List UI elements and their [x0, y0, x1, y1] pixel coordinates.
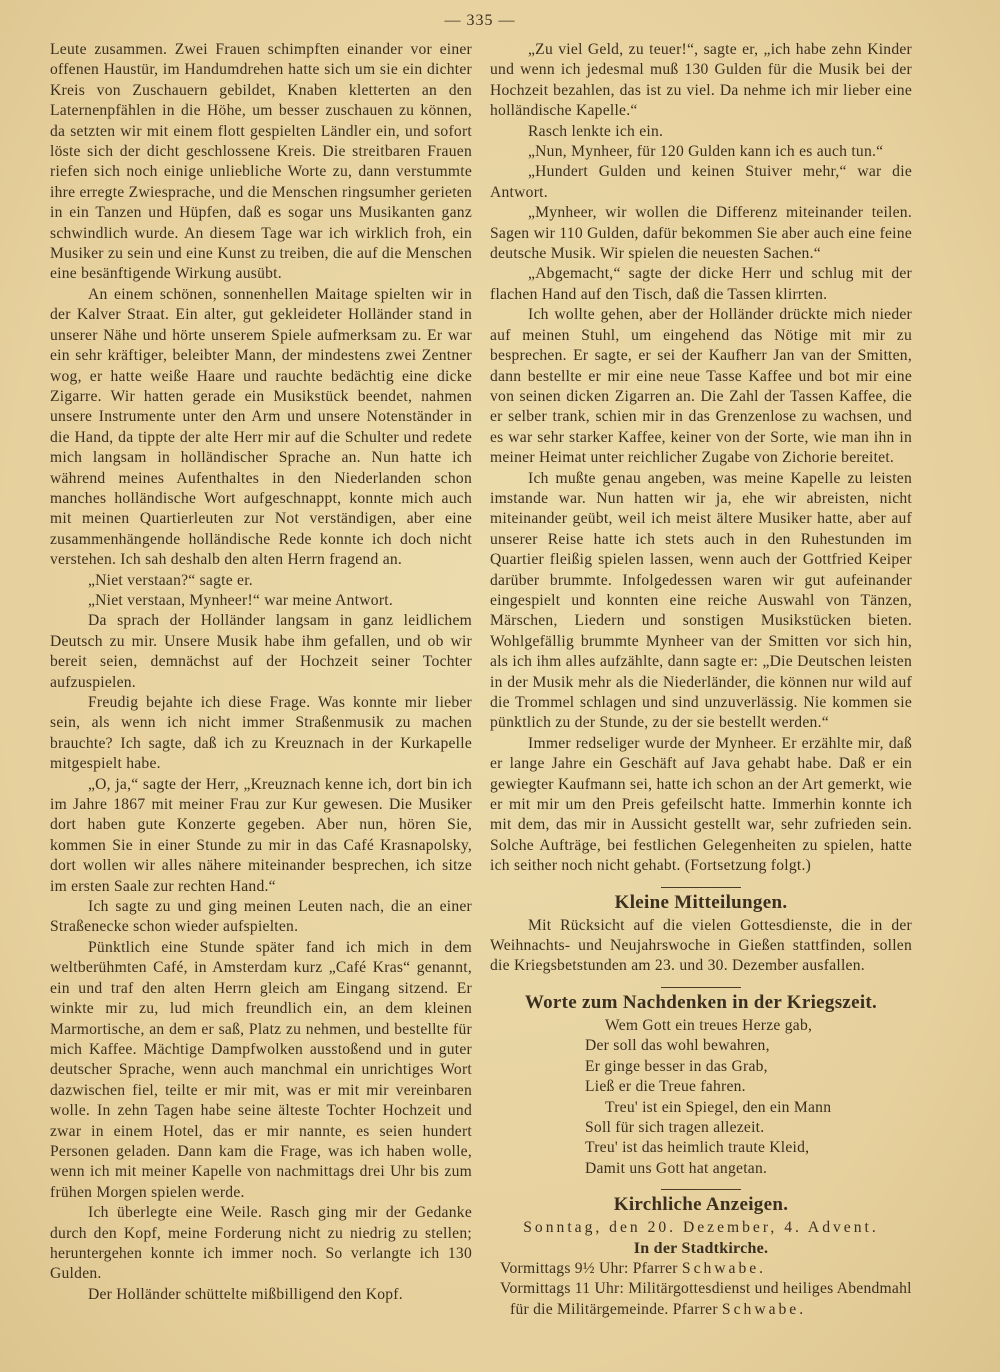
paragraph: Pünktlich eine Stunde später fand ich mich in dem weltberühmten Café, in Amsterdam kurz „Café Kras“ genannt, ein und traf den alten Herrn gleich am Eingang sitzend. Er winkte mir zu, lud mich freundlich ein, an dem kleinen Marmortische, an dem er saß, Platz zu nehmen, und bestellte für mich Kaffee. Mächtige Dampfwolken ausstoßend und in guter deutscher Sprache, wenn auch manchmal ein unrichtiges Wort dazwischen fiel, teilte er mir mit, was er mit mir vereinbaren wolle. In zehn Tagen habe seine älteste Tochter Hochzeit und zwar in einem Hotel, das er mir nannte, es seien hundert Personen geladen. Dann kam die Frage, was ich haben wolle, wenn ich mit meiner Kapelle von nachmittags drei Uhr bis zum frühen Morgen spielen werde. [50, 938, 472, 1201]
paragraph: „Abgemacht,“ sagte der dicke Herr und schlug mit der flachen Hand auf den Tisch, daß die Tassen klirrten. [490, 265, 912, 303]
right-column [490, 40, 912, 1320]
service-text: Pfarrer [632, 1259, 678, 1277]
paragraph: Freudig bejahte ich diese Frage. Was konnte mir lieber sein, als wenn ich nicht immer Straßenmusik zu machen brauchte? Ich sagte, daß ich zu Kreuznach in der Kurkapelle mitgespielt habe. [50, 694, 472, 773]
church-location: In der Stadtkirche. [633, 1239, 769, 1257]
section-heading-church: Kirchliche Anzeigen. [613, 1194, 789, 1216]
paragraph: „Hundert Gulden und keinen Stuiver mehr,“ war die Antwort. [490, 163, 912, 201]
divider [661, 987, 741, 988]
paragraph: Rasch lenkte ich ein. [528, 122, 664, 140]
paragraph: Ich sagte zu und ging meinen Leuten nach, die an einer Straßenecke schon wieder aufspielten. [50, 898, 472, 936]
paragraph: An einem schönen, sonnenhellen Maitage spielten wir in der Kalver Straat. Ein alter, gut gekleideter Holländer stand in unserer Nähe und hörte unserem Spiele aufmerksam zu. Er war ein sehr kräftiger, beleibter Mann, der mindestens zwei Zentner wog, er hatte weiße Haare und rauchte bedächtig eine dicke Zigarre. Wir hatten gerade ein Musikstück beendet, nahmen unsere Instrumente unter den Arm und unsere Notenständer in die Hand, da tippte der alte Herr mir auf die Schulter und redete mich langsam in holländischer Sprache an. Nun hatte ich während meines Aufenthaltes in den Niederlanden schon manches holländische Wort aufgeschnappt, konnte mich auch mit meinen Quartierleuten zur Not verständigen, aber eine zusammenhängende holländische Rede konnte ich doch nicht verstehen. Ich sah deshalb den alten Herrn fragend an. [50, 285, 472, 569]
paragraph: „O, ja,“ sagte der Herr, „Kreuznach kenne ich, dort bin ich im Jahre 1867 mit meiner Frau zur Kur gewesen. Die Musiker dort haben gute Konzerte gegeben. Aber nun, hören Sie, kommen Sie in einer Stunde zu mir in das Café Krasnapolsky, dort wollen wir alles nähere miteinander besprechen, ich sitze im ersten Saale zur rechten Hand.“ [50, 775, 472, 895]
paragraph: Der Holländer schüttelte mißbilligend den Kopf. [88, 1285, 403, 1303]
paragraph: „Nun, Mynheer, für 120 Gulden kann ich es auch tun.“ [528, 143, 884, 161]
paragraph: Da sprach der Holländer langsam in ganz leidlichem Deutsch zu mir. Unsere Musik habe ihm gefallen, und ob wir bereit seien, demnächst auf der Hochzeit seiner Tochter aufzuspielen. [50, 612, 472, 691]
service-entry [490, 1259, 912, 1279]
poem-line: Treu' ist das heimlich traute Kleid, [585, 1139, 810, 1157]
divider [661, 887, 741, 888]
page-number: — 335 — [444, 12, 516, 29]
poem-line: Treu' ist ein Spiegel, den ein Mann [605, 1098, 832, 1116]
left-column [50, 40, 472, 1305]
paragraph: Leute zusammen. Zwei Frauen schimpften einander vor einer offenen Haustür, im Handumdrehen hatte sich um sie ein dichter Kreis von Zuschauern gebildet, Knaben kletterten an den Laternenpfählen in die Höhe, um besser zuschauen zu können, da setzten wir mit einem flott gespielten Ländler ein, und sofort löste sich der dicht geschlossene Kreis. Die streitbaren Frauen riefen sich noch einige unliebliche Worte zu, dann verstummte ihre erregte Zwiesprache, und die Menschen ringsumher gerieten in ein Tanzen und Hüpfen, daß es sogar uns Musikanten ganz schwindlich wurde. An diesem Tage war ich wirklich froh, ein Musiker zu sein und eine Kunst zu treiben, die auf die Menschen eine besänftigende Wirkung ausübt. [50, 41, 472, 283]
section-heading-mitteilungen: Kleine Mitteilungen. [614, 891, 788, 913]
poem-line: Damit uns Gott hat angetan. [585, 1159, 768, 1177]
service-time: Vormittags 9½ Uhr: [500, 1259, 629, 1277]
service-entry [490, 1279, 912, 1320]
paragraph: Ich überlegte eine Weile. Rasch ging mir der Gedanke durch den Kopf, meine Forderung nicht zu niedrig zu stellen; heruntergehen konnte ich immer noch. So verlangte ich 130 Gulden. [50, 1204, 472, 1283]
mitteilungen-text: Mit Rücksicht auf die vielen Gottesdienste, die in der Weihnachts- und Neujahrswoche in Gießen stattfinden, sollen die Kriegsbetstunden am 23. und 30. Dezember ausfallen. [490, 916, 912, 975]
poem-line: Der soll das wohl bewahren, [585, 1037, 770, 1055]
poem [585, 1016, 912, 1179]
service-time: Vormittags 11 Uhr: [500, 1280, 625, 1298]
poem-line: Soll für sich tragen allezeit. [585, 1118, 765, 1136]
church-date: Sonntag, den 20. Dezember, 4. Advent. [523, 1219, 879, 1237]
section-heading-poem: Worte zum Nachdenken in der Kriegszeit. [524, 991, 878, 1013]
service-text: Militärgottesdienst und heiliges Abendmahl für die Militärgemeinde. Pfarrer [510, 1280, 912, 1318]
poem-line: Ließ er die Treue fahren. [585, 1078, 746, 1096]
paragraph: Ich mußte genau angeben, was meine Kapelle zu leisten imstande war. Nun hatten wir ja, ehe wir abreisten, nicht miteinander geübt, weil ich meist ältere Musiker hatte, aber auf unserer Reise hatte ich stets auch in den Ruhestunden im Quartier fleißig spielen lassen, wenn auch der Gottfried Keiper darüber brummte. Infolgedessen waren wir gut aufeinander eingespielt und konnten eine reiche Auswahl von Tänzen, Märschen, Liedern und sonstigen Musikstücken bieten. Wohlgefällig brummte Mynheer van der Smitten vor sich hin, als ich ihm alles aufzählte, dann sagte er: „Die Deutschen leisten in der Musik mehr als die Niederländer, die können nur wild auf die Trommel schlagen und sind unzuverlässig. Nie kommen sie pünktlich zu der Stunde, zu der sie bestellt werden.“ [490, 469, 912, 732]
paragraph: Ich wollte gehen, aber der Holländer drückte mich nieder auf meinen Stuhl, um eingehend das Nötige mit mir zu besprechen. Er sagte, er sei der Kaufherr Jan van der Smitten, dann bestellte er mir eine neue Tasse Kaffee und bot mir eine von seinen dicken Zigarren an. Die Zahl der Tassen Kaffee, die er selber trank, schien mir in das Grenzenlose zu wachsen, und es war sehr starker Kaffee, keiner von der Sorte, wie man ihn in meiner Heimat unter reichlicher Zugabe von Zichorie bereitet. [490, 306, 912, 467]
paragraph: „Zu viel Geld, zu teuer!“, sagte er, „ich habe zehn Kinder und wenn ich jedesmal muß 130 Gulden für die Musik bei der Hochzeit bezahlen, das ist zu viel. Da nehme ich mir lieber eine holländische Kapelle.“ [490, 41, 912, 120]
paragraph: „Mynheer, wir wollen die Differenz miteinander teilen. Sagen wir 110 Gulden, dafür bekommen Sie aber auch eine feine deutsche Musik. Wir spielen die neuesten Sachen.“ [490, 204, 912, 263]
service-pastor: Schwabe. [721, 1300, 807, 1318]
service-pastor: Schwabe. [681, 1259, 767, 1277]
poem-line: Wem Gott ein treues Herze gab, [605, 1016, 813, 1034]
paragraph: „Niet verstaan?“ sagte er. [88, 571, 253, 589]
divider [661, 1189, 741, 1190]
paragraph: Immer redseliger wurde der Mynheer. Er erzählte mir, daß er lange Jahre ein Geschäft auf Java gehabt habe. Daß er ein gewiegter Kaufmann sei, hatte ich schon an der Art gemerkt, wie er mit mir um den Preis gefeilscht hatte. Immerhin konnte ich mit dem, das mir in Aussicht gestellt war, sehr zufrieden sein. Solche Aufträge, bei festlichen Gelegenheiten zu spielen, hatte ich seither noch nicht gehabt. (Fortsetzung folgt.) [490, 734, 912, 875]
paragraph: „Niet verstaan, Mynheer!“ war meine Antwort. [88, 591, 394, 609]
poem-line: Er ginge besser in das Grab, [585, 1057, 768, 1075]
